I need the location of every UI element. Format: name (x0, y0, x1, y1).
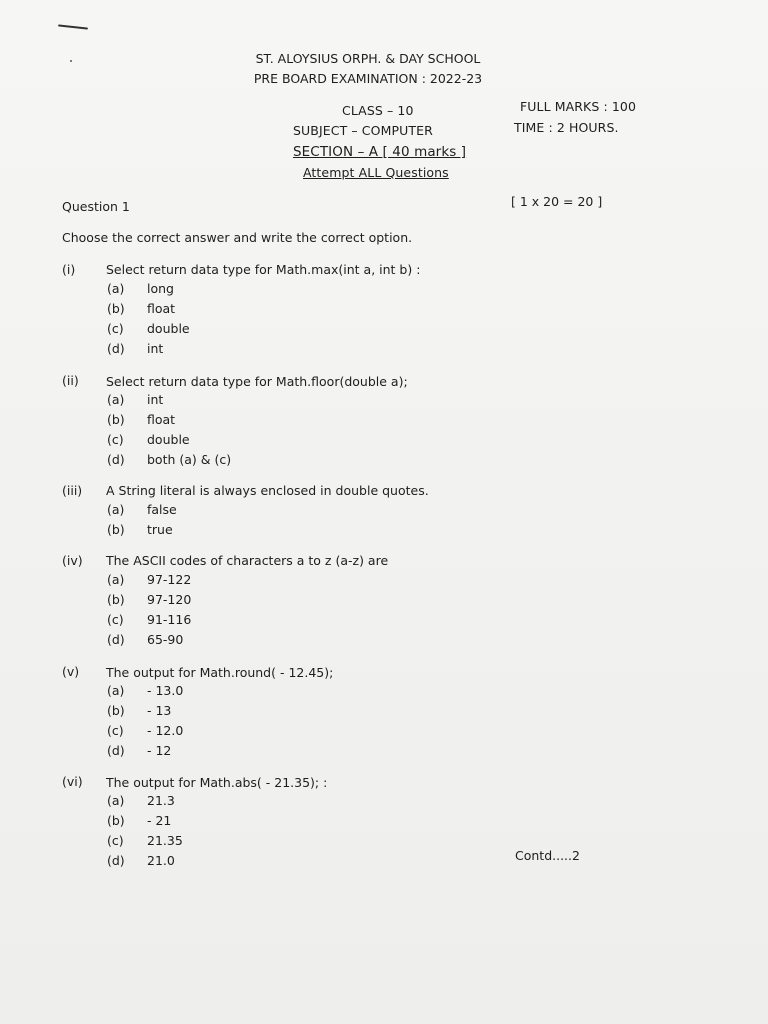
option-text: long (147, 281, 174, 296)
option-label: (a) (107, 793, 125, 808)
option-text: float (147, 301, 176, 316)
option-text: 21.0 (147, 853, 175, 868)
option-text: - 12.0 (147, 723, 184, 738)
exam-title: PRE BOARD EXAMINATION : 2022-23 (253, 71, 483, 86)
item-stem: The ASCII codes of characters a to z (a-z) are (106, 553, 389, 568)
option-label: (c) (107, 432, 124, 447)
item-stem: A String literal is always enclosed in double quotes. (106, 483, 429, 498)
school-name: ST. ALOYSIUS ORPH. & DAY SCHOOL (255, 51, 481, 66)
option-text: 21.3 (147, 793, 175, 808)
time-label: TIME : 2 HOURS. (514, 120, 619, 135)
question-marks: [ 1 x 20 = 20 ] (511, 194, 603, 209)
option-label: (c) (107, 833, 124, 848)
option-text: false (147, 502, 177, 517)
option-label: (c) (107, 723, 124, 738)
item-number: (iv) (62, 553, 83, 568)
item-number: (v) (62, 664, 80, 679)
option-text: true (147, 522, 173, 537)
class-label: CLASS – 10 (342, 103, 414, 118)
option-text: float (147, 412, 176, 427)
option-label: (c) (107, 321, 124, 336)
option-text: both (a) & (c) (147, 452, 232, 467)
option-text: double (147, 432, 190, 447)
option-label: (d) (107, 853, 125, 868)
item-stem: Select return data type for Math.floor(double a); (106, 374, 408, 389)
option-text: 91-116 (147, 612, 192, 627)
option-label: (c) (107, 612, 124, 627)
pen-mark (58, 24, 88, 29)
option-label: (b) (107, 522, 125, 537)
option-text: 21.35 (147, 833, 183, 848)
option-label: (d) (107, 341, 125, 356)
option-label: (b) (107, 412, 125, 427)
item-number: (i) (62, 262, 76, 277)
item-number: (ii) (62, 373, 79, 388)
subject-label: SUBJECT – COMPUTER (293, 123, 433, 138)
option-text: - 12 (147, 743, 172, 758)
item-stem: Select return data type for Math.max(int a, int b) : (106, 262, 421, 277)
option-label: (a) (107, 392, 125, 407)
item-number: (iii) (62, 483, 83, 498)
option-text: int (147, 392, 164, 407)
option-label: (a) (107, 281, 125, 296)
item-stem: The output for Math.abs( - 21.35); : (106, 775, 328, 790)
option-label: (a) (107, 683, 125, 698)
option-label: (b) (107, 703, 125, 718)
attempt-instruction: Attempt ALL Questions (303, 165, 449, 180)
option-text: 97-120 (147, 592, 192, 607)
option-text: int (147, 341, 164, 356)
item-number: (vi) (62, 774, 83, 789)
option-label: (d) (107, 632, 125, 647)
option-label: (b) (107, 813, 125, 828)
option-label: (d) (107, 452, 125, 467)
ink-dot (70, 60, 72, 62)
option-label: (b) (107, 592, 125, 607)
option-text: 65-90 (147, 632, 184, 647)
option-label: (b) (107, 301, 125, 316)
full-marks: FULL MARKS : 100 (520, 99, 637, 114)
item-stem: The output for Math.round( - 12.45); (106, 665, 334, 680)
question-instruction: Choose the correct answer and write the correct option. (62, 230, 413, 245)
option-label: (d) (107, 743, 125, 758)
continued-note: Contd.....2 (515, 848, 580, 863)
option-text: 97-122 (147, 572, 192, 587)
option-label: (a) (107, 572, 125, 587)
option-text: double (147, 321, 190, 336)
section-title: SECTION – A [ 40 marks ] (293, 144, 467, 160)
question-title: Question 1 (62, 199, 130, 214)
option-text: - 13 (147, 703, 172, 718)
option-text: - 13.0 (147, 683, 184, 698)
option-label: (a) (107, 502, 125, 517)
option-text: - 21 (147, 813, 172, 828)
